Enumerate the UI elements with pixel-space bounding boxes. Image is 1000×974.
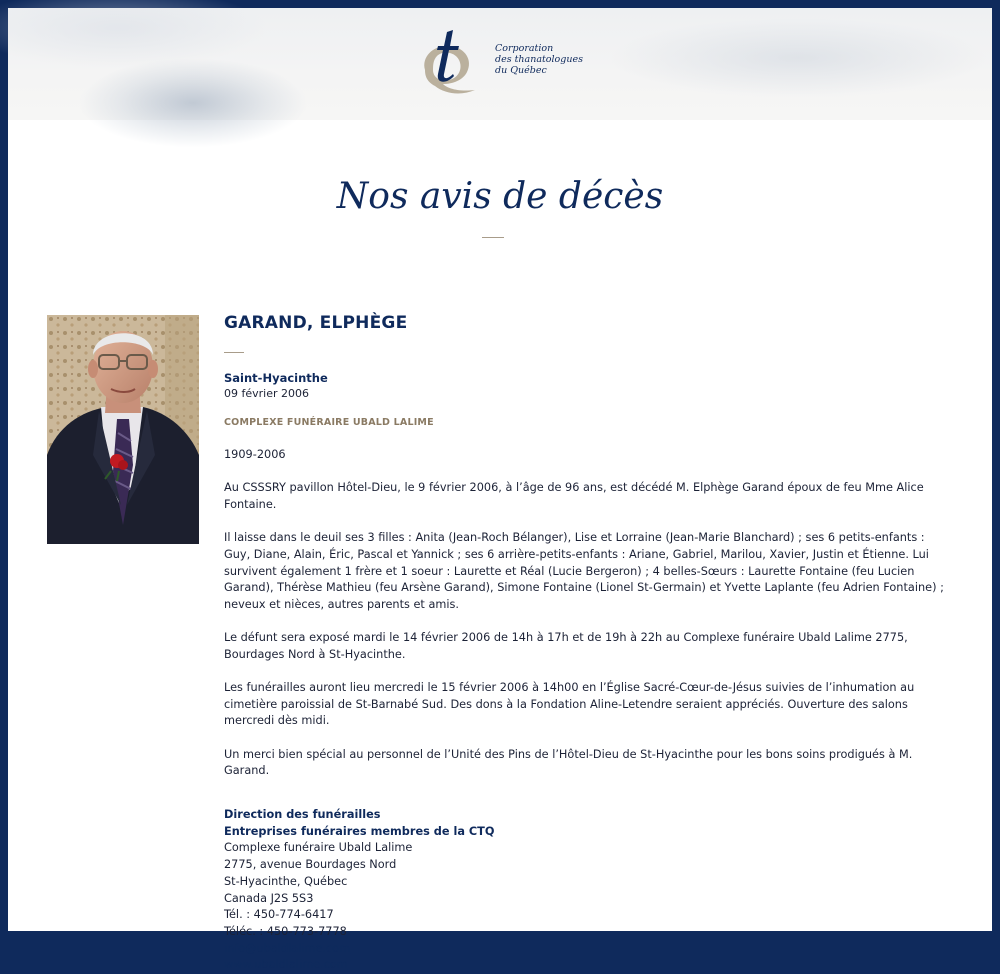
obituary-paragraph: Le défunt sera exposé mardi le 14 février 2006 de 14h à 17h et de 19h à 22h au Complexe funéraire Ubald Lalime 2775, Bourdages Nord à St-Hyacinthe. bbox=[224, 631, 908, 661]
notice-city: Saint-Hyacinthe bbox=[224, 371, 328, 385]
logo-line-2: des thanatologues bbox=[495, 54, 583, 65]
name-divider bbox=[224, 352, 244, 353]
funeral-home-label: COMPLEXE FUNÉRAIRE UBALD LALIME bbox=[224, 417, 434, 428]
funeral-direction bbox=[224, 807, 944, 974]
deceased-photo bbox=[47, 315, 199, 544]
notice-date: 09 février 2006 bbox=[224, 387, 310, 400]
logo-line-1: Corporation bbox=[495, 43, 554, 54]
logo-text bbox=[495, 43, 583, 76]
direction-subheading: Entreprises funéraires membres de la CTQ bbox=[224, 824, 495, 838]
obituary-content bbox=[224, 313, 944, 974]
deceased-name: GARAND, ELPHÈGE bbox=[224, 313, 408, 333]
life-years: 1909-2006 bbox=[224, 448, 286, 461]
direction-email-link[interactable]: info@ubaldlalime.com bbox=[224, 941, 351, 955]
direction-city: St-Hyacinthe, Québec bbox=[224, 874, 348, 888]
ctq-logo[interactable] bbox=[417, 26, 587, 96]
site-header bbox=[8, 8, 992, 120]
direction-heading: Direction des funérailles bbox=[224, 808, 381, 822]
direction-street: 2775, avenue Bourdages Nord bbox=[224, 858, 397, 872]
obituary-paragraph: Les funérailles auront lieu mercredi le 15 février 2006 à 14h00 en l’Église Sacré-Cœur-de-Jésus suivies de l’inhumation au cimetière paroissial de St-Barnabé Sud. Des dons à la Fondation Aline-Letendre seraient appréciés. Ouverture des salons mercredi dès midi. bbox=[224, 681, 915, 728]
obituary-body bbox=[224, 447, 944, 780]
direction-country: Canada J2S 5S3 bbox=[224, 891, 314, 905]
title-divider bbox=[482, 237, 504, 238]
direction-fax: Téléc. : 450-773-7778 bbox=[224, 924, 347, 938]
direction-company: Complexe funéraire Ubald Lalime bbox=[224, 841, 413, 855]
direction-website-link[interactable]: www.ubaldlalime.com bbox=[224, 958, 348, 972]
logo-line-3: du Québec bbox=[495, 65, 547, 76]
ctq-logo-icon bbox=[417, 26, 481, 94]
obituary-paragraph: Au CSSSRY pavillon Hôtel-Dieu, le 9 février 2006, à l’âge de 96 ans, est décédé M. Elphège Garand époux de feu Mme Alice Fontaine. bbox=[224, 481, 924, 511]
page-title: Nos avis de décès bbox=[336, 176, 664, 217]
obituary-paragraph: Il laisse dans le deuil ses 3 filles : Anita (Jean-Roch Bélanger), Lise et Lorraine (Jean-Marie Blanchard) ; ses 6 petits-enfants : Guy, Diane, Alain, Éric, Pascal et Yannick ; ses 6 arrière-petits-enfants : Ariane, Gabriel, Marilou, Xavier, Justin et Étienne. Lui survivent également 1 frère et 1 soeur : Laurette et Réal (Lucie Bergeron) ; 4 belles-Sœurs : Laurette Fontaine (feu Lucien Garand), Thérèse Mathieu (feu Arsène Garand), Simone Fontaine (Lionel St-Germain) et Yvette Laplante (feu Adrien Fontaine) ; neveux et nièces, autres parents et amis. bbox=[224, 531, 944, 611]
direction-phone: Tél. : 450-774-6417 bbox=[224, 908, 334, 922]
obituary-paragraph: Un merci bien spécial au personnel de l’Unité des Pins de l’Hôtel-Dieu de St-Hyacinthe pour les bons soins prodigués à M. Garand. bbox=[224, 747, 913, 778]
page-frame bbox=[8, 8, 992, 972]
